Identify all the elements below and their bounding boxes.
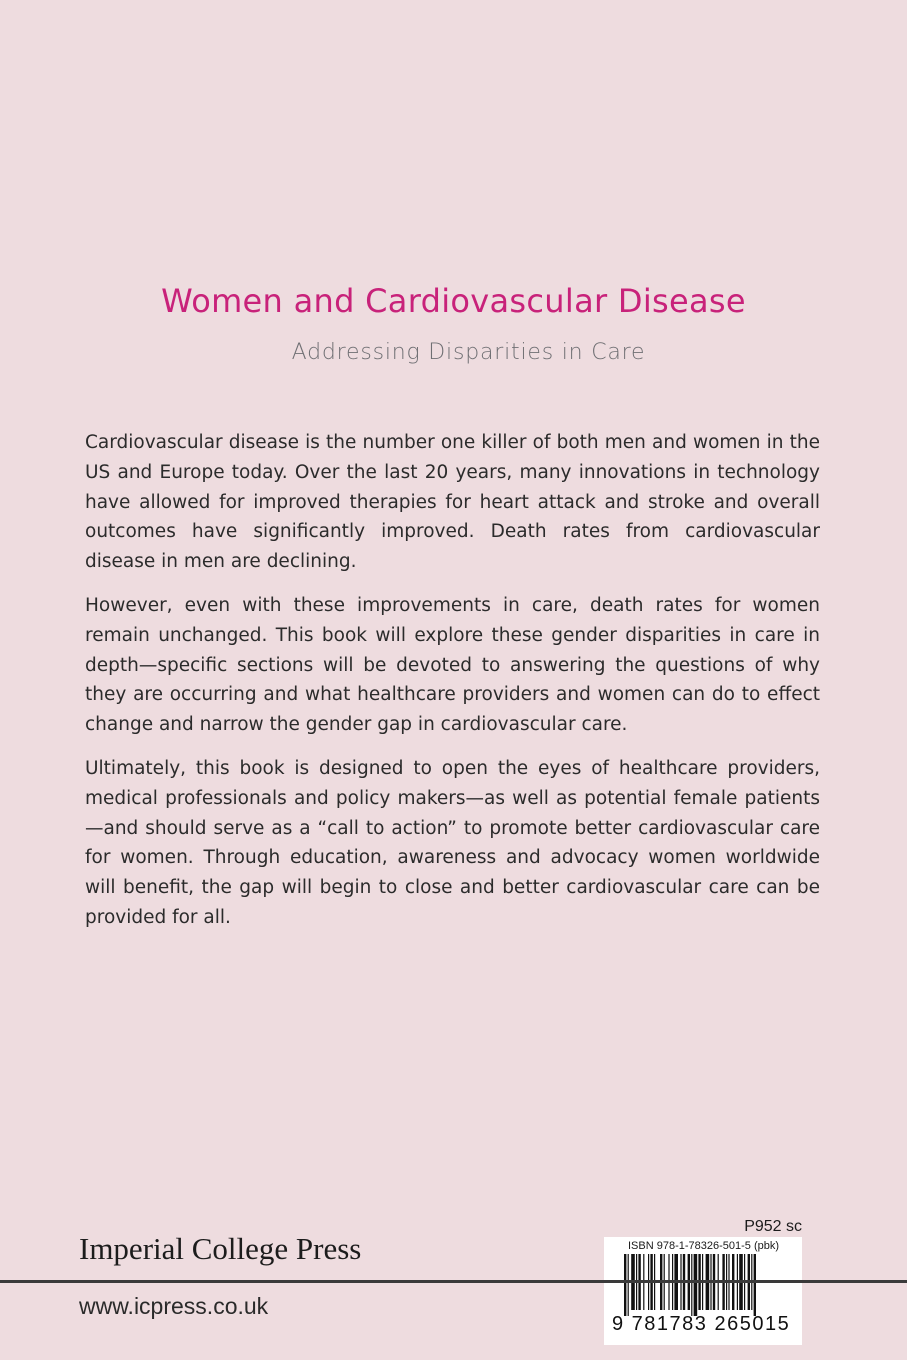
blurb-paragraph-1: Cardiovascular disease is the number one killer of both men and women in the US and Europe today. Over the last 20 years, many innovations in technology have allowed for improved therapies for heart attack and stroke and overall outcomes have significantly improved. Death rates from cardiovascular disease in men are declining. [85,432,820,573]
barcode-bar [624,1254,626,1316]
publisher-name: Imperial College Press [79,1231,362,1266]
publisher-website: www.icpress.co.uk [79,1293,269,1319]
isbn-label: ISBN 978-1-78326-501-5 (pbk) [628,1240,780,1252]
barcode-bar [628,1254,629,1316]
barcode [604,1237,802,1345]
barcode-bar [754,1254,756,1316]
book-subtitle [0,340,907,365]
barcode-bar [694,1254,698,1316]
barcode-bars [624,1254,792,1316]
barcode-bar [691,1254,692,1316]
book-title: Women and Cardiovascular Disease [161,282,746,320]
divider-rule [0,1280,907,1283]
price-code: P952 sc [744,1218,802,1235]
barcode-digits: 9 781783 265015 [612,1313,791,1335]
blurb-paragraph-2: However, even with these improvements in care, death rates for women remain unchanged. This book will explore these gender disparities in care in depth—specific sections will be devoted to answering the questions of why they are occurring and what healthcare providers and women can do to effect change and narrow the gender gap in cardiovascular care. [85,594,820,736]
blurb-paragraph-3: Ultimately, this book is designed to open the eyes of healthcare providers, medical professionals and policy makers—as well as potential female patients—and should serve as a “call to action” to promote better cardiovascular care for women. Through education, awareness and advocacy women worldwide will benefit, the gap will begin to close and better cardiovascular care can be provided for all. [85,757,820,928]
book-subtitle-text: Addressing Disparities in Care [291,340,646,365]
blurb [85,428,820,947]
